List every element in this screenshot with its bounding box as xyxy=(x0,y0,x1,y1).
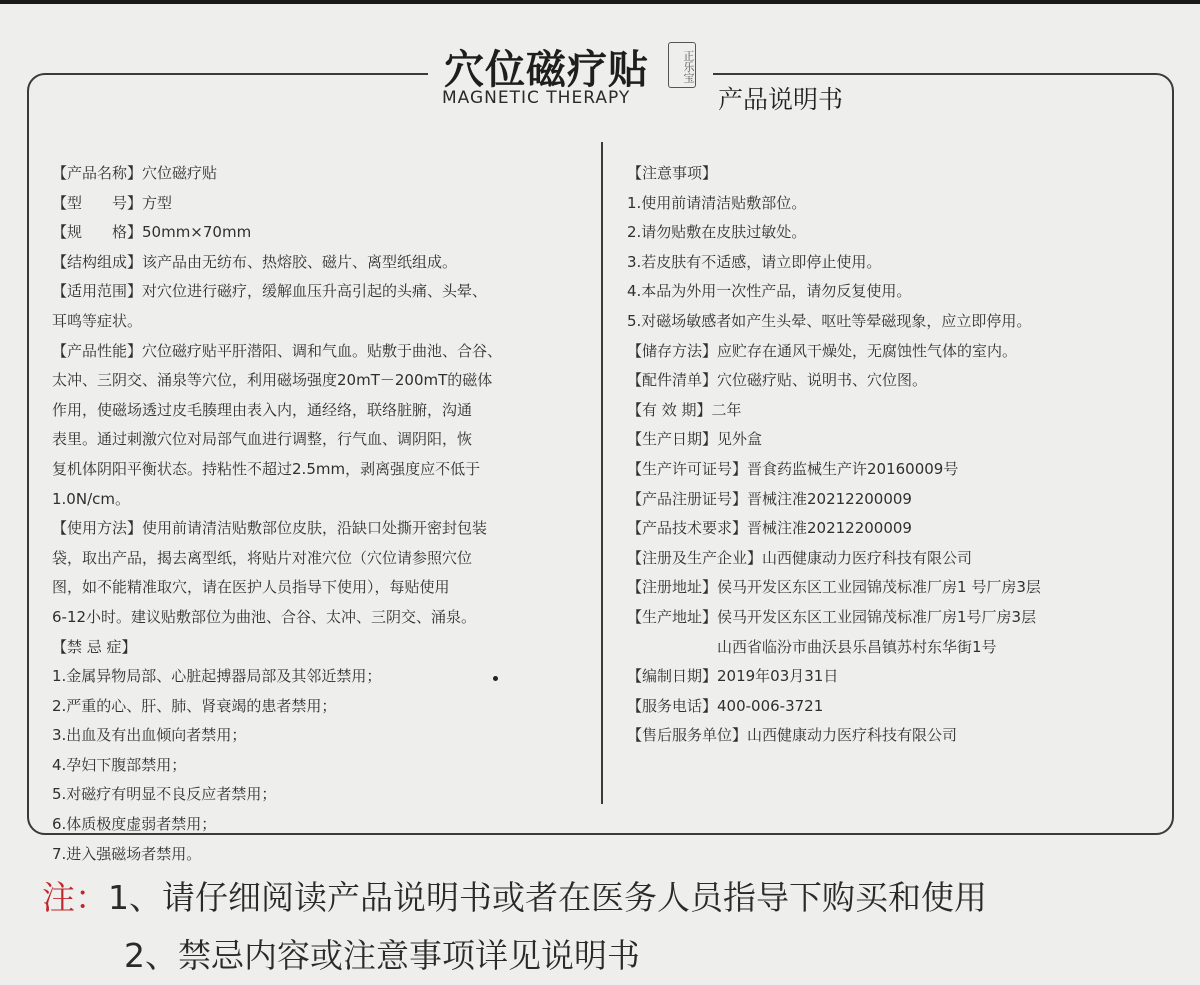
right-column-line: 【售后服务单位】山西健康动力医疗科技有限公司 xyxy=(627,726,958,745)
right-column-line: 【注册地址】侯马开发区东区工业园锦茂标准厂房1 号厂房3层 xyxy=(627,578,1041,597)
right-column-line: 【生产日期】见外盒 xyxy=(627,430,763,449)
left-column-line: 4.孕妇下腹部禁用； xyxy=(52,755,187,774)
right-column-line: 【产品注册证号】晋械注准20212200009 xyxy=(627,489,912,508)
left-column-line: 图，如不能精准取穴，请在医护人员指导下使用），每贴使用 xyxy=(52,578,450,597)
right-column-line: 1.使用前请清洁贴敷部位。 xyxy=(627,193,807,212)
left-column-line: 【使用方法】使用前请清洁贴敷部位皮肤，沿缺口处撕开密封包装 xyxy=(52,519,488,538)
right-column-line: 山西省临汾市曲沃县乐昌镇苏村东华街1号 xyxy=(627,637,997,656)
right-column-line: 【注意事项】 xyxy=(627,164,718,182)
brand-header xyxy=(428,34,713,114)
note-line-2 xyxy=(124,930,640,977)
right-column-line: 2.请勿贴敷在皮肤过敏处。 xyxy=(627,223,807,242)
left-column-line: 【适用范围】对穴位进行磁疗，缓解血压升高引起的头痛、头晕、 xyxy=(52,282,488,301)
left-column-line: 7.进入强磁场者禁用。 xyxy=(52,844,202,863)
left-column-line: 【结构组成】该产品由无纺布、热熔胶、磁片、离型纸组成。 xyxy=(52,252,458,271)
left-column-line: 表里。通过刺激穴位对局部气血进行调整，行气血、调阴阳，恢 xyxy=(52,430,473,449)
left-column-line: 袋，取出产品，揭去离型纸，将贴片对准穴位（穴位请参照穴位 xyxy=(52,548,473,567)
left-column-line: 2.严重的心、肝、肺、肾衰竭的患者禁用； xyxy=(52,696,337,715)
top-edge-strip xyxy=(0,0,1200,4)
left-column-line: 6.体质极度虚弱者禁用； xyxy=(52,815,217,834)
right-column-line: 5.对磁场敏感者如产生头晕、呕吐等晕磁现象，应立即停用。 xyxy=(627,311,1032,330)
note-text-2: 2、禁忌内容或注意事项详见说明书 xyxy=(124,936,640,975)
right-column-line: 【生产许可证号】晋食药监械生产许20160009号 xyxy=(627,459,959,478)
note-text-1: 1、请仔细阅读产品说明书或者在医务人员指导下购买和使用 xyxy=(108,878,987,917)
left-column-line: 作用，使磁场透过皮毛腠理由表入内，通经络，联络脏腑，沟通 xyxy=(52,400,473,419)
right-column-line: 【有 效 期】二年 xyxy=(627,400,742,419)
left-column xyxy=(52,159,592,869)
note-label: 注： xyxy=(42,878,108,917)
left-column-line: 【规 格】50mm×70mm xyxy=(52,223,252,242)
note-line-1 xyxy=(42,872,987,919)
brand-name-en: MAGNETIC THERAPY xyxy=(442,88,631,108)
right-column-line: 【产品技术要求】晋械注准20212200009 xyxy=(627,519,912,538)
print-speck xyxy=(493,676,498,681)
left-column-line: 5.对磁疗有明显不良反应者禁用； xyxy=(52,785,277,804)
right-column xyxy=(627,159,1157,751)
left-column-line: 3.出血及有出血倾向者禁用； xyxy=(52,726,247,745)
right-column-line: 【编制日期】2019年03月31日 xyxy=(627,667,839,686)
brand-seal-logo: 正乐宝 xyxy=(668,42,696,88)
right-column-line: 【生产地址】侯马开发区东区工业园锦茂标准厂房1号厂房3层 xyxy=(627,607,1037,626)
brand-name-cn: 穴位磁疗贴 xyxy=(444,47,649,93)
right-column-line: 4.本品为外用一次性产品，请勿反复使用。 xyxy=(627,282,912,301)
left-column-line: 耳鸣等症状。 xyxy=(52,311,143,330)
left-column-line: 1.0N/cm。 xyxy=(52,489,130,508)
left-column-line: 6-12小时。建议贴敷部位为曲池、合谷、太冲、三阴交、涌泉。 xyxy=(52,607,477,626)
right-column-line: 【服务电话】400-006-3721 xyxy=(627,696,824,715)
right-column-line: 【配件清单】穴位磁疗贴、说明书、穴位图。 xyxy=(627,371,928,390)
right-column-line: 【储存方法】应贮存在通风干燥处，无腐蚀性气体的室内。 xyxy=(627,341,1018,360)
left-column-line: 1.金属异物局部、心脏起搏器局部及其邻近禁用； xyxy=(52,667,382,686)
column-divider xyxy=(601,142,603,804)
left-column-line: 【产品性能】穴位磁疗贴平肝潜阳、调和气血。贴敷于曲池、合谷、 xyxy=(52,341,503,360)
right-column-line: 3.若皮肤有不适感，请立即停止使用。 xyxy=(627,252,882,271)
left-column-line: 太冲、三阴交、涌泉等穴位，利用磁场强度20mT－200mT的磁体 xyxy=(52,371,493,390)
left-column-line: 【产品名称】穴位磁疗贴 xyxy=(52,164,218,182)
left-column-line: 【禁 忌 症】 xyxy=(52,637,137,656)
right-column-line: 【注册及生产企业】山西健康动力医疗科技有限公司 xyxy=(627,548,973,567)
left-column-line: 【型 号】方型 xyxy=(52,193,173,212)
left-column-line: 复机体阴阳平衡状态。持粘性不超过2.5mm，剥离强度应不低于 xyxy=(52,459,481,478)
document-title: 产品说明书 xyxy=(712,80,849,116)
